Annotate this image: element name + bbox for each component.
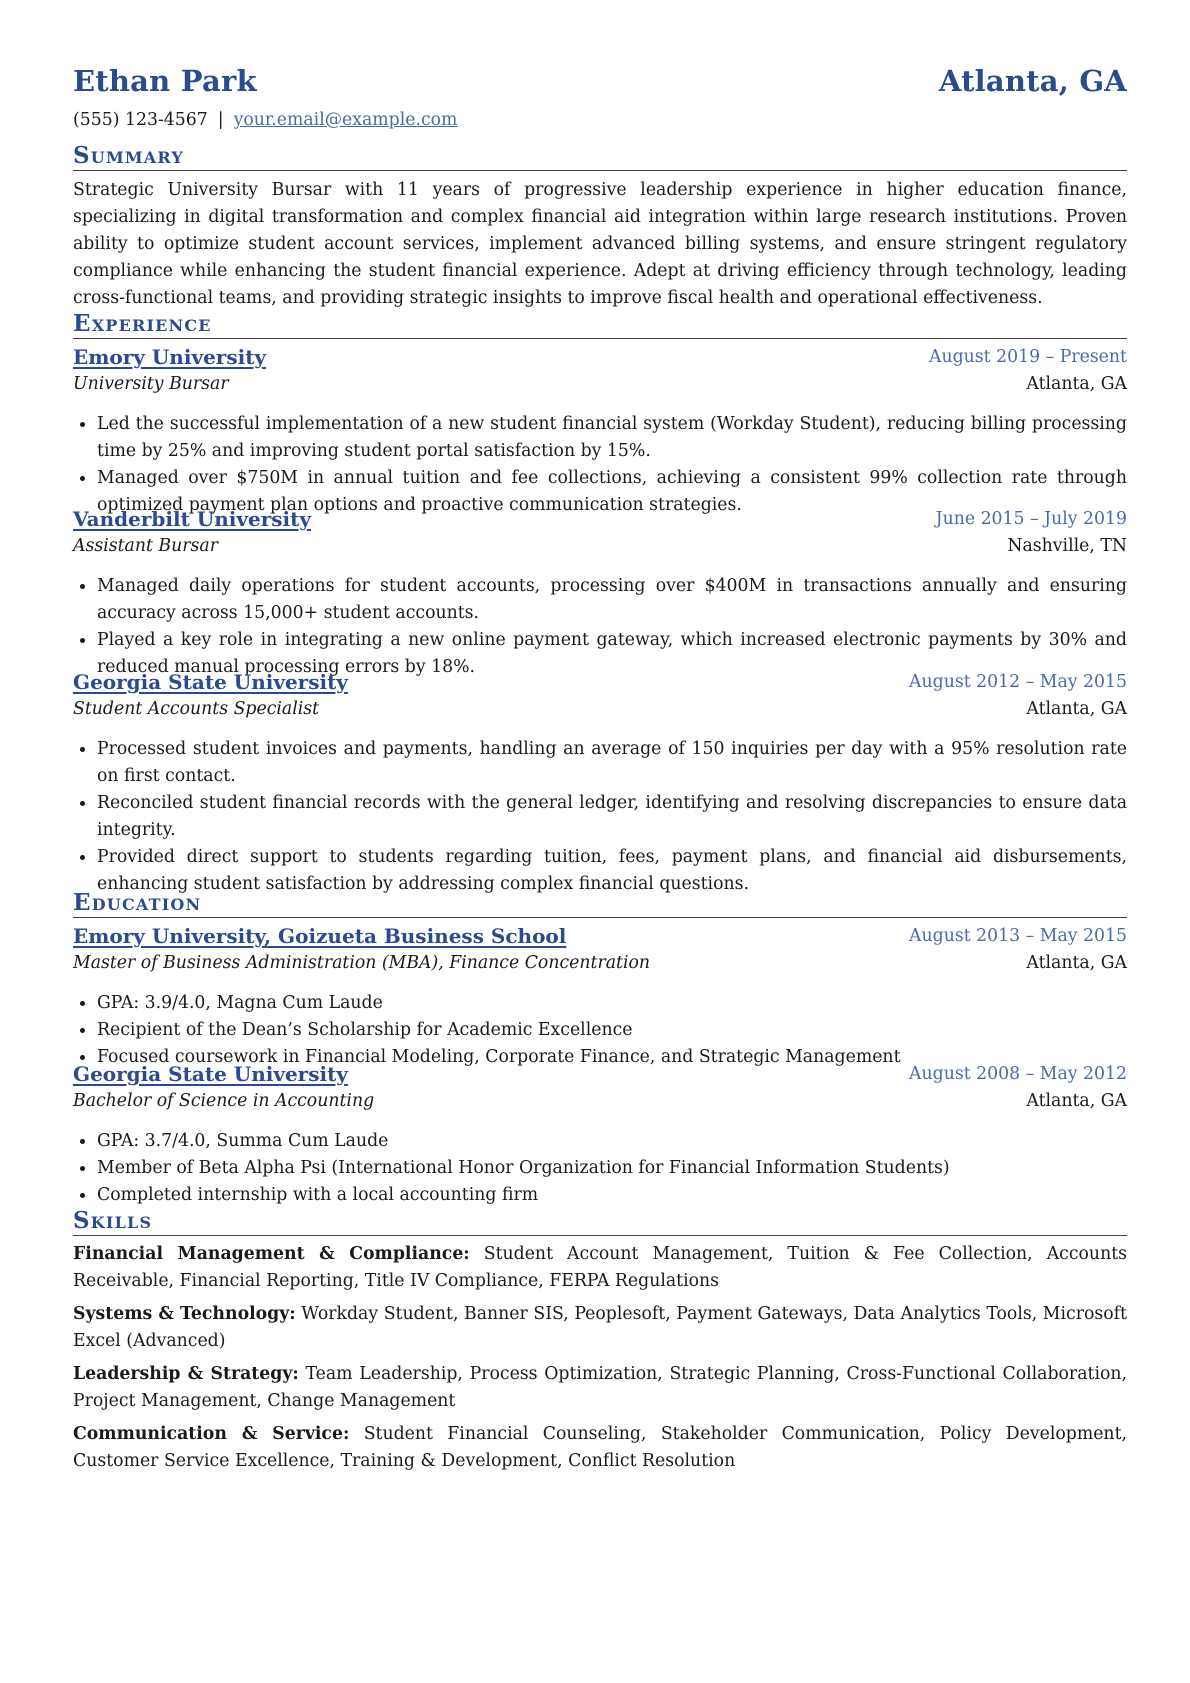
employment-dates: August 2012 – May 2015 (909, 672, 1127, 692)
employment-dates: June 2015 – July 2019 (935, 509, 1127, 529)
bullet-item: Completed internship with a local accounting firm (97, 1182, 1127, 1209)
bullet-item: Led the successful implementation of a new student financial system (Workday Student), reducing billing processing time by 25% and improving student portal satisfaction by 15%. (97, 411, 1127, 465)
job-location: Atlanta, GA (1026, 374, 1127, 394)
bullet-item: Recipient of the Dean’s Scholarship for Academic Excellence (97, 1017, 1127, 1044)
bullet-item: Processed student invoices and payments, handling an average of 150 inquiries per day with a 95% resolution rate on first contact. (97, 736, 1127, 790)
skill-group (73, 1241, 1127, 1295)
resume-header (73, 0, 1127, 160)
section-title-experience: Experience (73, 310, 1127, 339)
skill-category: Systems & Technology: (73, 1304, 296, 1324)
bullet-item: Member of Beta Alpha Psi (International Honor Organization for Financial Information Students) (97, 1155, 1127, 1182)
section-title-summary: Summary (73, 142, 1127, 171)
skill-group (73, 1301, 1127, 1355)
section-title-skills: Skills (73, 1207, 1127, 1236)
employment-dates: August 2019 – Present (928, 347, 1127, 367)
school-link[interactable]: Georgia State University (73, 1062, 348, 1086)
skill-group (73, 1361, 1127, 1415)
degree: Master of Business Administration (MBA), Finance Concentration (73, 953, 651, 973)
contact-separator: | (217, 110, 224, 130)
degree: Bachelor of Science in Accounting (73, 1091, 375, 1111)
resume-page (73, 0, 1128, 1471)
skill-group (73, 1421, 1127, 1475)
school-location: Atlanta, GA (1026, 953, 1127, 973)
skill-list: Team Leadership, Process Optimization, Strategic Planning, Cross-Functional Collaboration, Project Management, Change Management (73, 1364, 1127, 1411)
bullet-item: Reconciled student financial records with the general ledger, identifying and resolving discrepancies to ensure data integrity. (97, 790, 1127, 844)
job-title: University Bursar (73, 374, 229, 394)
job-title: Student Accounts Specialist (73, 699, 320, 719)
employer-link[interactable]: Vanderbilt University (73, 507, 311, 531)
skill-list: Student Account Management, Tuition & Fee Collection, Accounts Receivable, Financial Reporting, Title IV Compliance, FERPA Regulations (73, 1244, 1128, 1291)
education-dates: August 2013 – May 2015 (909, 926, 1127, 946)
bullet-item: Played a key role in integrating a new online payment gateway, which increased electronic payments by 30% and reduced manual processing errors by 18%. (97, 627, 1127, 681)
bullet-item: Provided direct support to students regarding tuition, fees, payment plans, and financial aid disbursements, enhancing student satisfaction by addressing complex financial questions. (97, 844, 1127, 898)
employer-link[interactable]: Georgia State University (73, 670, 348, 694)
skill-list: Workday Student, Banner SIS, Peoplesoft, Payment Gateways, Data Analytics Tools, Microsoft Excel (Advanced) (73, 1304, 1127, 1351)
bullet-list (73, 736, 1127, 898)
bullet-list (73, 411, 1127, 519)
bullet-item: GPA: 3.9/4.0, Magna Cum Laude (97, 990, 1127, 1017)
candidate-location: Atlanta, GA (938, 64, 1127, 98)
summary-text: Strategic University Bursar with 11 years of progressive leadership experience in higher education finance, specializing in digital transformation and complex financial aid integration within large research institutions. Proven ability to optimize student account services, implement advanced billing systems, and ensure stringent regulatory compliance while enhancing the student financial experience. Adept at driving efficiency through technology, leading cross-functional teams, and providing strategic insights to improve fiscal health and operational effectiveness. (73, 180, 1127, 308)
skill-category: Communication & Service: (73, 1424, 350, 1444)
school-location: Atlanta, GA (1026, 1091, 1127, 1111)
bullet-item: Managed daily operations for student accounts, processing over $400M in transactions annually and ensuring accuracy across 15,000+ student accounts. (97, 573, 1127, 627)
bullet-list (73, 990, 1127, 1071)
phone-number: (555) 123-4567 (73, 110, 208, 130)
employer-link[interactable]: Emory University (73, 345, 267, 369)
skill-category: Leadership & Strategy: (73, 1364, 299, 1384)
bullet-item: GPA: 3.7/4.0, Summa Cum Laude (97, 1128, 1127, 1155)
section-title-education: Education (73, 889, 1127, 918)
bullet-list (73, 573, 1127, 681)
email-link[interactable]: your.email@example.com (233, 110, 458, 130)
bullet-list (73, 1128, 1127, 1209)
skill-list: Student Financial Counseling, Stakeholder Communication, Policy Development, Customer Service Excellence, Training & Development, Conflict Resolution (73, 1424, 1128, 1471)
contact-line (73, 110, 457, 130)
job-title: Assistant Bursar (73, 536, 218, 556)
bullet-item: Focused coursework in Financial Modeling, Corporate Finance, and Strategic Management (97, 1044, 1127, 1071)
skill-category: Financial Management & Compliance: (73, 1244, 470, 1264)
bullet-item: Managed over $750M in annual tuition and fee collections, achieving a consistent 99% collection rate through optimized payment plan options and proactive communication strategies. (97, 465, 1127, 519)
education-dates: August 2008 – May 2012 (909, 1064, 1127, 1084)
job-location: Atlanta, GA (1026, 699, 1127, 719)
job-location: Nashville, TN (1007, 536, 1127, 556)
school-link[interactable]: Emory University, Goizueta Business School (73, 924, 567, 948)
candidate-name: Ethan Park (73, 64, 257, 98)
